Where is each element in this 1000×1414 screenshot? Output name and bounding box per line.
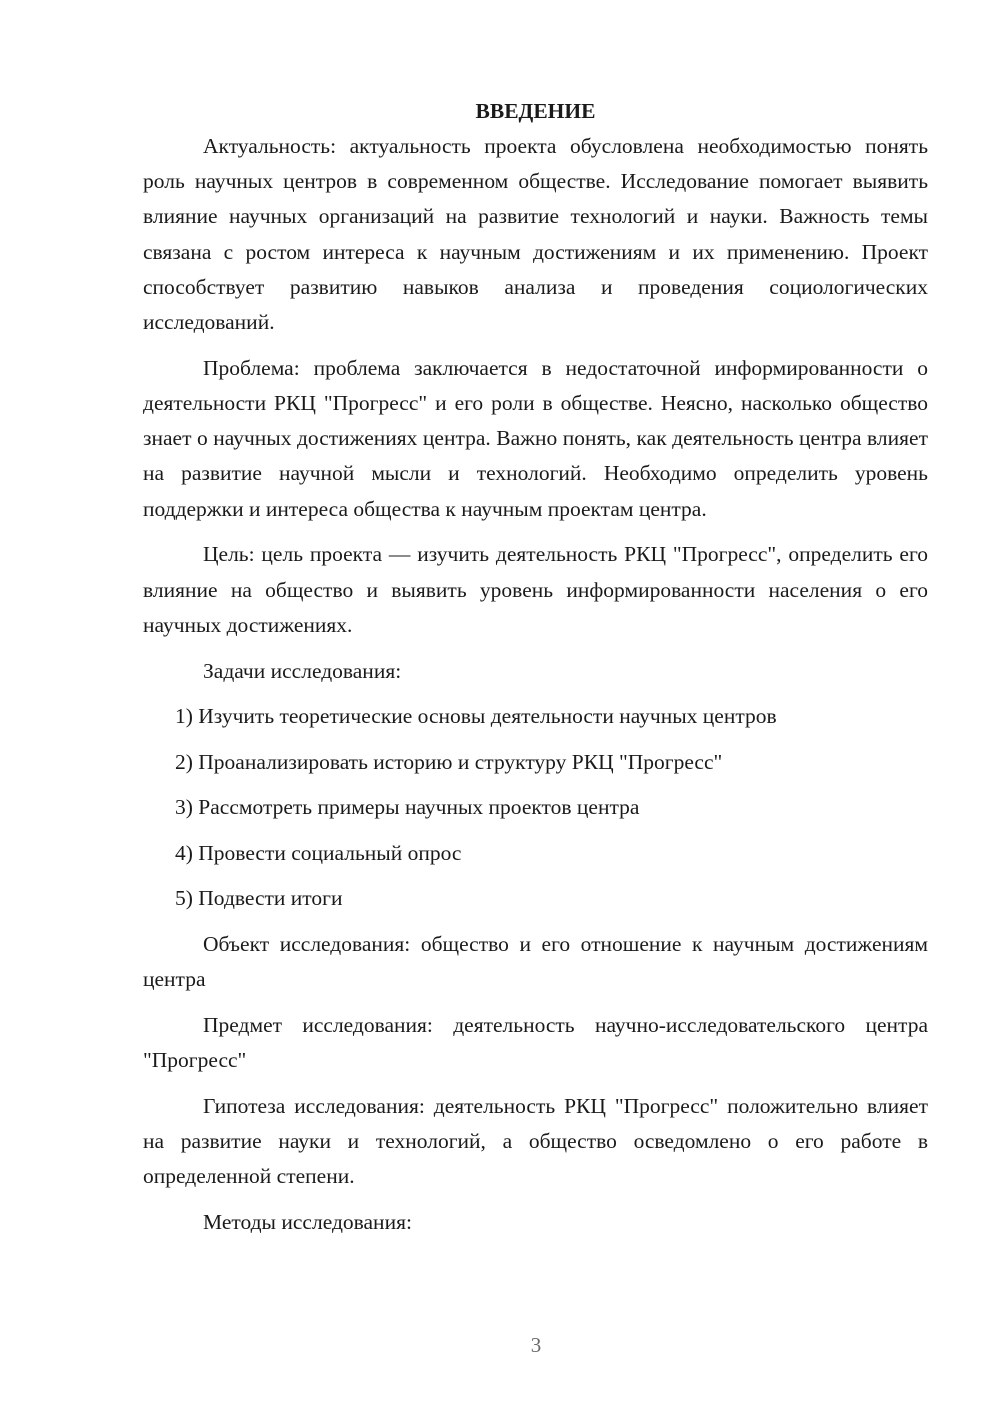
paragraph-relevance: Актуальность: актуальность проекта обусловлена необходимостью понять роль научных центров в современном обществе. Исследование помогает выявить влияние научных организаций на развитие технологий и науки. Важность темы связана с ростом интереса к научным достижениям и их применению. Проект способствует развитию навыков анализа и проведения социологических исследований.: [143, 134, 928, 335]
list-item: 4) Провести социальный опрос: [175, 840, 462, 865]
document-page: [143, 94, 928, 1251]
paragraph-subject: Предмет исследования: деятельность научно-исследовательского центра "Прогресс": [143, 1012, 928, 1072]
list-item: 3) Рассмотреть примеры научных проектов центра: [175, 795, 640, 820]
list-item: 1) Изучить теоретические основы деятельности научных центров: [175, 704, 777, 729]
page-number: 3: [530, 1333, 542, 1357]
list-item: 2) Проанализировать историю и структуру РКЦ "Прогресс": [175, 749, 723, 774]
paragraph-hypothesis: Гипотеза исследования: деятельность РКЦ "Прогресс" положительно влияет на развитие науки и технологий, а общество осведомлено о его работе в определенной степени.: [143, 1093, 928, 1189]
paragraph-object: Объект исследования: общество и его отношение к научным достижениям центра: [143, 931, 928, 991]
paragraph-goal: Цель: цель проекта — изучить деятельность РКЦ "Прогресс", определить его влияние на общество и выявить уровень информированности населения о его научных достижениях.: [143, 542, 928, 637]
methods-label: Методы исследования:: [203, 1209, 412, 1234]
list-item: 5) Подвести итоги: [175, 886, 343, 911]
page-title: ВВЕДЕНИЕ: [475, 99, 596, 123]
tasks-list: [143, 699, 928, 916]
tasks-label: Задачи исследования:: [203, 658, 402, 683]
paragraph-problem: Проблема: проблема заключается в недостаточной информированности о деятельности РКЦ "Прогресс" и его роли в обществе. Неясно, насколько общество знает о научных достижениях центра. Важно понять, как деятельность центра влияет на развитие научной мысли и технологий. Необходимо определить уровень поддержки и интереса общества к научным проектам центра.: [143, 355, 928, 521]
